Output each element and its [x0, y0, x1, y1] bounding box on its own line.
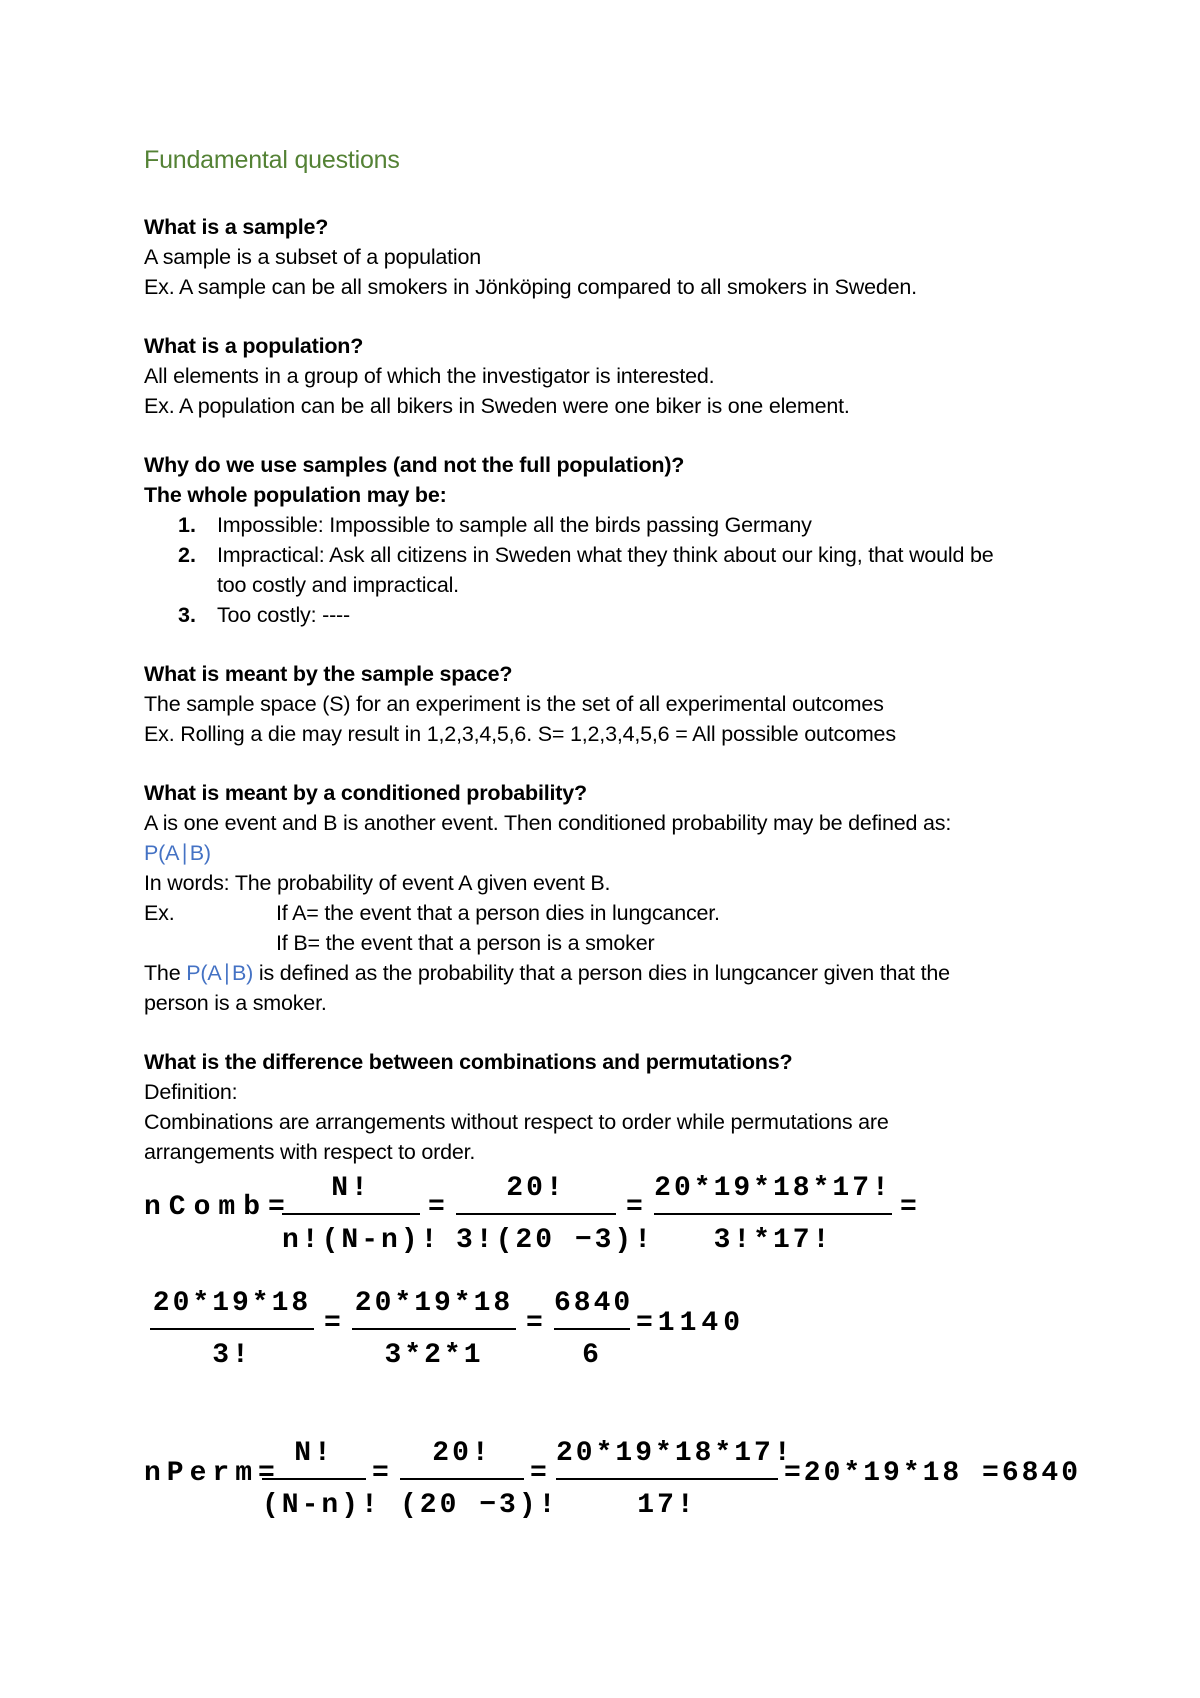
example-event-b: If B= the event that a person is a smoker: [276, 931, 655, 955]
perm-f1-denominator: (N-n)!: [262, 1490, 381, 1521]
answer-population-line1: All elements in a group of which the investigator is interested.: [144, 364, 715, 388]
list-item: Too costly: ----: [217, 603, 350, 627]
comb-label: nComb=: [144, 1192, 293, 1223]
definition-line2: arrangements with respect to order.: [144, 1140, 476, 1164]
comb-fraction-4: [150, 1282, 314, 1378]
fraction-bar: [654, 1213, 892, 1215]
question-sample: What is a sample?: [144, 215, 329, 239]
question-sample-space: What is meant by the sample space?: [144, 662, 513, 686]
perm-fraction-1: [262, 1432, 381, 1528]
comb-fraction-6: [554, 1282, 634, 1378]
answer-sample-space-line1: The sample space (S) for an experiment is the set of all experimental outcomes: [144, 692, 884, 716]
fraction-bar: [554, 1328, 630, 1330]
equals-sign: =: [324, 1308, 344, 1339]
answer-sample-space-line2: Ex. Rolling a die may result in 1,2,3,4,5,6. S= 1,2,3,4,5,6 = All possible outcomes: [144, 722, 896, 746]
comb-f5-numerator: 20*19*18: [354, 1288, 514, 1319]
comb-result: =1140: [636, 1308, 746, 1339]
equals-sign: =: [900, 1192, 920, 1223]
answer-sample-line2: Ex. A sample can be all smokers in Jönköping compared to all smokers in Sweden.: [144, 275, 917, 299]
comb-fraction-3: [654, 1167, 892, 1263]
list-number: 1.: [178, 513, 196, 537]
comb-f2-denominator: 3!(20 −3)!: [456, 1225, 655, 1256]
list-number: 2.: [178, 543, 196, 567]
comb-fraction-1: [282, 1167, 441, 1263]
perm-label: nPerm=: [144, 1458, 281, 1489]
question-combinations-permutations: What is the difference between combinations and permutations?: [144, 1050, 793, 1074]
perm-f3-denominator: 17!: [637, 1490, 697, 1521]
answer-conditioned-line1: A is one event and B is another event. Then conditioned probability may be defined as:: [144, 811, 952, 835]
comb-f3-denominator: 3!*17!: [713, 1225, 833, 1256]
definition-sentence: [144, 958, 950, 988]
equals-sign: =: [526, 1308, 546, 1339]
definition-continuation: person is a smoker.: [144, 991, 327, 1015]
question-conditioned-probability: What is meant by a conditioned probability?: [144, 781, 587, 805]
perm-fraction-2: [400, 1432, 559, 1528]
equals-sign: =: [530, 1458, 550, 1489]
comb-f3-numerator: 20*19*18*17!: [654, 1173, 892, 1204]
comb-fraction-5: [352, 1282, 516, 1378]
fraction-bar: [352, 1328, 516, 1330]
equals-sign: =: [428, 1192, 448, 1223]
definition-prefix: The: [144, 961, 187, 985]
fraction-bar: [400, 1478, 524, 1480]
comb-fraction-2: [456, 1167, 655, 1263]
comb-f1-denominator: n!(N-n)!: [282, 1225, 441, 1256]
list-intro: The whole population may be:: [144, 483, 447, 507]
perm-f2-numerator: 20!: [432, 1438, 492, 1469]
question-why-samples: Why do we use samples (and not the full population)?: [144, 453, 685, 477]
fraction-bar: [262, 1478, 366, 1480]
section-heading: Fundamental questions: [144, 146, 400, 174]
equals-sign: =: [372, 1458, 392, 1489]
perm-f3-numerator: 20*19*18*17!: [556, 1438, 794, 1469]
comb-f1-numerator: N!: [331, 1173, 371, 1204]
definition-line1: Combinations are arrangements without respect to order while permutations are: [144, 1110, 889, 1134]
list-item-continuation: too costly and impractical.: [217, 573, 459, 597]
fraction-bar: [282, 1213, 420, 1215]
definition-label: Definition:: [144, 1080, 238, 1104]
list-item: Impossible: Impossible to sample all the birds passing Germany: [217, 513, 812, 537]
comb-f4-denominator: 3!: [212, 1340, 252, 1371]
question-population: What is a population?: [144, 334, 364, 358]
example-event-a: If A= the event that a person dies in lungcancer.: [276, 901, 720, 925]
fraction-bar: [556, 1478, 778, 1480]
comb-f4-numerator: 20*19*18: [152, 1288, 312, 1319]
answer-population-line2: Ex. A population can be all bikers in Sweden were one biker is one element.: [144, 394, 850, 418]
probability-notation: P(A∣B): [144, 841, 211, 865]
example-label: Ex.: [144, 901, 175, 925]
comb-f6-denominator: 6: [582, 1340, 602, 1371]
probability-notation-inline: P(A∣B): [186, 961, 254, 985]
perm-result: =20*19*18 =6840: [784, 1458, 1082, 1489]
equals-sign: =: [626, 1192, 646, 1223]
comb-f5-denominator: 3*2*1: [384, 1340, 484, 1371]
comb-f2-numerator: 20!: [506, 1173, 566, 1204]
fraction-bar: [150, 1328, 314, 1330]
answer-sample-line1: A sample is a subset of a population: [144, 245, 482, 269]
perm-fraction-3: [556, 1432, 794, 1528]
perm-f2-denominator: (20 −3)!: [400, 1490, 559, 1521]
fraction-bar: [456, 1213, 616, 1215]
perm-f1-numerator: N!: [294, 1438, 334, 1469]
list-item: Impractical: Ask all citizens in Sweden what they think about our king, that would be: [217, 543, 994, 567]
list-number: 3.: [178, 603, 196, 627]
comb-f6-numerator: 6840: [554, 1288, 634, 1319]
answer-conditioned-line2: In words: The probability of event A given event B.: [144, 871, 611, 895]
definition-suffix: is defined as the probability that a person dies in lungcancer given that the: [253, 961, 950, 985]
